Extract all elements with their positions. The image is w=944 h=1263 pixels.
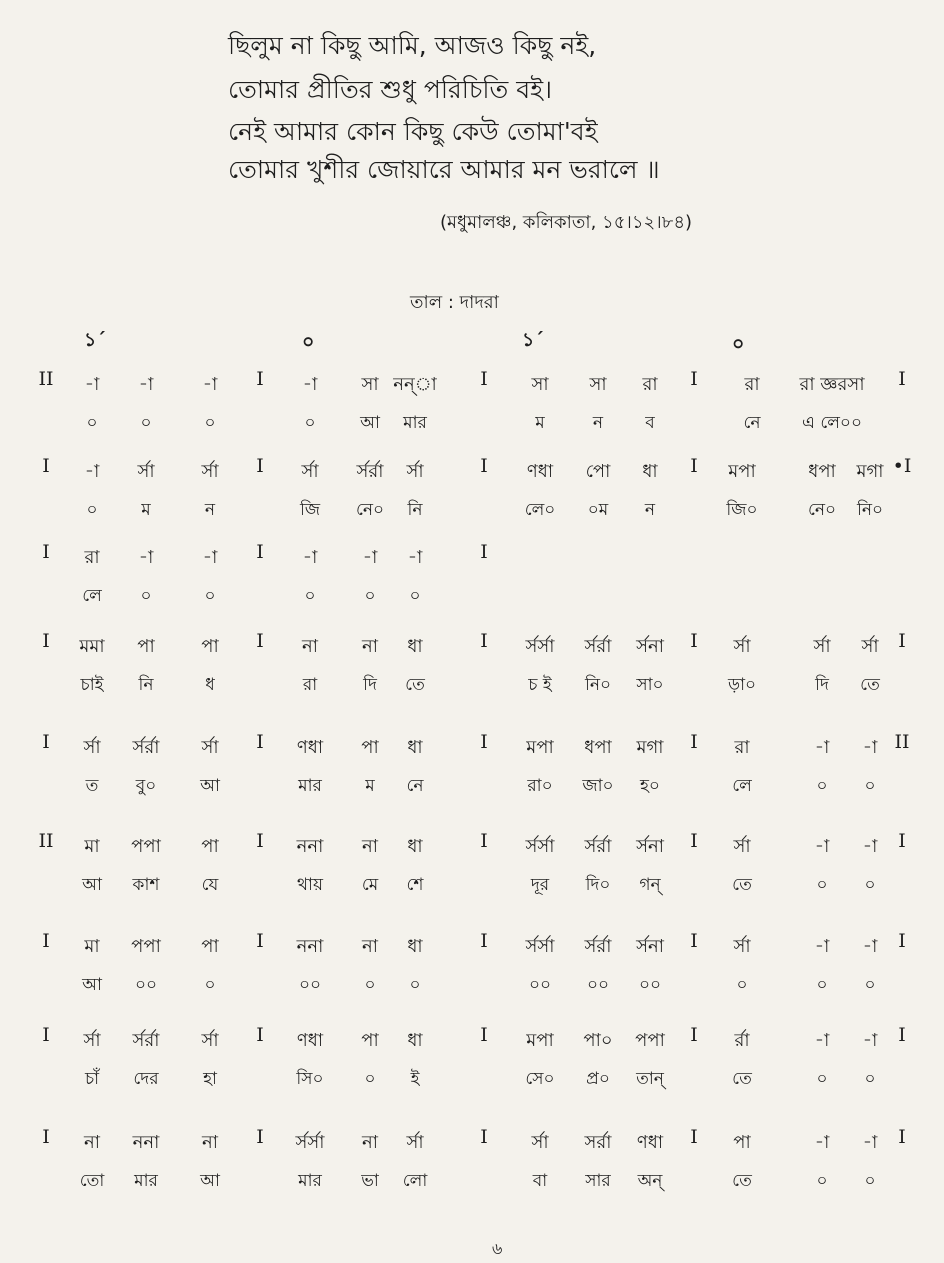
swara-note: র্সর্সা	[525, 936, 555, 957]
lyric-syllable: ০	[304, 586, 316, 606]
lyric-syllable: শে	[406, 875, 424, 895]
swara-note: র্সর্সা	[295, 1132, 325, 1153]
bar-line: I	[256, 368, 264, 390]
swara-note: র্সনা	[636, 636, 664, 657]
lyric-syllable: সি০	[296, 1069, 324, 1089]
swara-note: -া	[302, 547, 318, 568]
bar-line: I	[480, 541, 488, 563]
bar-line: I	[256, 1024, 264, 1046]
lyric-syllable: নি০	[584, 675, 612, 695]
lyric-syllable: ০	[816, 776, 828, 796]
swara-note: র্সর্রা	[584, 836, 612, 857]
lyric-syllable: নি	[138, 675, 154, 695]
lyric-syllable: নে০	[355, 500, 385, 520]
bar-line: I	[480, 930, 488, 952]
swara-note: র্সা	[201, 461, 219, 482]
bar-line: I	[480, 1126, 488, 1148]
lyric-syllable: তান্	[636, 1069, 664, 1089]
swara-note: -া	[84, 461, 100, 482]
lyric-line-3: নেই আমার কোন কিছু কেউ তোমা'বই	[228, 117, 598, 146]
lyric-syllable: চ ই	[528, 675, 552, 695]
lyric-syllable: নি০	[856, 500, 884, 520]
lyric-syllable: থায়	[297, 875, 323, 895]
bar-line: I	[898, 930, 906, 952]
lyric-syllable: তে	[405, 675, 425, 695]
lyric-syllable: ড়া০	[727, 675, 757, 695]
lyric-syllable: ০	[864, 875, 876, 895]
lyric-syllable: ভা	[361, 1171, 379, 1191]
lyric-syllable: ম	[535, 413, 545, 433]
bar-line: I	[42, 731, 50, 753]
bar-line: I	[690, 731, 698, 753]
swara-note: না	[84, 1132, 100, 1153]
lyric-syllable: ০	[364, 586, 376, 606]
swara-note: পা	[201, 936, 219, 957]
lyric-syllable: ০	[364, 975, 376, 995]
lyric-syllable: ০	[140, 586, 152, 606]
page-mark: ৬	[492, 1239, 503, 1258]
swara-note: না	[302, 636, 318, 657]
swara-note: র্সা	[406, 1132, 424, 1153]
lyric-syllable: ০	[204, 586, 216, 606]
lyric-syllable: ০	[204, 413, 216, 433]
swara-note: রা	[84, 547, 100, 568]
bar-line: I	[690, 630, 698, 652]
lyric-syllable: দূর	[530, 875, 550, 895]
swara-note: -া	[862, 1132, 878, 1153]
swara-note: রা	[734, 737, 750, 758]
bar-line: I	[42, 1126, 50, 1148]
swara-note: র্সা	[137, 461, 155, 482]
swara-note: র্সর্রা	[584, 936, 612, 957]
lyric-syllable: ০	[86, 413, 98, 433]
swara-note: ননা	[296, 836, 324, 857]
swara-note: সা	[531, 374, 549, 395]
bar-line: I	[690, 1024, 698, 1046]
bar-line: II	[38, 830, 54, 852]
swara-note: -া	[814, 1030, 830, 1051]
lyric-syllable: ০	[364, 1069, 376, 1089]
swara-note: মপা	[728, 461, 756, 482]
swara-note: -া	[862, 737, 878, 758]
lyric-syllable: ০	[864, 1069, 876, 1089]
swara-note: না	[362, 1132, 378, 1153]
swara-note: র্সা	[813, 636, 831, 657]
lyric-syllable: আ	[82, 975, 102, 995]
lyric-syllable: হা	[203, 1069, 217, 1089]
swara-note: -া	[138, 547, 154, 568]
bar-line: I	[480, 830, 488, 852]
lyric-syllable: তে	[732, 1171, 752, 1191]
bar-line: I	[898, 368, 906, 390]
lyric-syllable: ম	[365, 776, 375, 796]
swara-note: ণধা	[296, 1030, 324, 1051]
swara-note: র্সনা	[636, 836, 664, 857]
swara-note: র্সা	[83, 737, 101, 758]
lyric-syllable: ০০	[586, 975, 610, 995]
bar-line: I	[898, 1126, 906, 1148]
lyric-syllable: আ	[360, 413, 380, 433]
lyric-syllable: সা০	[636, 675, 664, 695]
lyric-syllable: ০০	[528, 975, 552, 995]
bar-line: I	[256, 930, 264, 952]
swara-note: র্সর্রা	[584, 636, 612, 657]
swara-note: মপা	[526, 737, 554, 758]
bar-line: I	[690, 455, 698, 477]
swara-note: ধা	[407, 936, 423, 957]
bar-line: I	[480, 368, 488, 390]
lyric-syllable: ই	[410, 1069, 420, 1089]
beat-mark-3: ১´	[522, 329, 544, 351]
lyric-syllable: দি	[363, 675, 377, 695]
bar-line: I	[256, 455, 264, 477]
lyric-syllable: প্র০	[586, 1069, 610, 1089]
lyric-syllable: নে	[406, 776, 424, 796]
bar-line: I	[690, 368, 698, 390]
swara-note: র্সা	[201, 737, 219, 758]
bar-line: I	[42, 541, 50, 563]
bar-line: II	[38, 368, 54, 390]
lyric-syllable: লো	[402, 1171, 428, 1191]
bar-line: •I	[892, 455, 912, 477]
lyric-syllable: জি	[299, 500, 321, 520]
swara-note: নন্া	[393, 374, 437, 395]
bar-line: I	[256, 541, 264, 563]
swara-note: মা	[84, 836, 100, 857]
lyric-syllable: গন্	[639, 875, 661, 895]
lyric-syllable: ০০	[134, 975, 158, 995]
swara-note: মা	[84, 936, 100, 957]
swara-note: ধা	[407, 737, 423, 758]
swara-note: পপা	[635, 1030, 665, 1051]
lyric-syllable: মার	[134, 1171, 158, 1191]
swara-note: ধা	[407, 1030, 423, 1051]
swara-note: ননা	[296, 936, 324, 957]
bar-line: I	[898, 830, 906, 852]
bar-line: I	[898, 630, 906, 652]
lyric-syllable: ত	[85, 776, 99, 796]
bar-line: I	[256, 731, 264, 753]
swara-note: মগা	[636, 737, 664, 758]
swara-note: র্রা	[734, 1030, 750, 1051]
lyric-syllable: লে	[82, 586, 102, 606]
swara-note: -া	[814, 936, 830, 957]
swara-note: ধা	[407, 636, 423, 657]
lyric-syllable: আ	[200, 776, 220, 796]
lyric-syllable: তে	[860, 675, 880, 695]
swara-note: সর্রা	[584, 1132, 612, 1153]
swara-note: রা জ্ঞরসা	[799, 374, 865, 395]
swara-note: পপা	[131, 836, 161, 857]
bar-line: I	[256, 830, 264, 852]
lyric-syllable: লে০	[524, 500, 556, 520]
bar-line: I	[480, 1024, 488, 1046]
swara-note: সা	[589, 374, 607, 395]
swara-note: -া	[814, 836, 830, 857]
lyric-syllable: হ০	[640, 776, 660, 796]
swara-note: র্সনা	[636, 936, 664, 957]
lyric-syllable: দি০	[585, 875, 611, 895]
lyric-syllable: ০	[86, 500, 98, 520]
swara-note: ধা	[407, 836, 423, 857]
swara-note: -া	[302, 374, 318, 395]
lyric-syllable: আ	[200, 1171, 220, 1191]
swara-note: -া	[814, 737, 830, 758]
lyric-syllable: ০	[816, 875, 828, 895]
lyric-syllable: ০	[736, 975, 748, 995]
lyric-line-1: ছিলুম না কিছু আমি, আজও কিছু নই,	[228, 31, 597, 60]
swara-note: পা	[361, 737, 379, 758]
lyric-syllable: চাই	[80, 675, 104, 695]
swara-note: -া	[814, 1132, 830, 1153]
swara-note: র্সা	[531, 1132, 549, 1153]
swara-note: রা	[642, 374, 658, 395]
swara-note: পপা	[131, 936, 161, 957]
lyric-syllable: লে	[732, 776, 752, 796]
swara-note: -া	[862, 936, 878, 957]
lyric-syllable: ০০	[638, 975, 662, 995]
swara-note: র্সর্রা	[132, 737, 160, 758]
lyric-syllable: ০	[816, 1171, 828, 1191]
tala-heading: তাল : দাদরা	[410, 292, 499, 313]
lyric-syllable: মে	[361, 875, 379, 895]
lyric-syllable: ০	[816, 975, 828, 995]
bar-line: I	[256, 1126, 264, 1148]
lyric-syllable: আ	[82, 875, 102, 895]
swara-note: ণধা	[526, 461, 554, 482]
swara-note: র্সর্সা	[525, 836, 555, 857]
lyric-syllable: রা	[302, 675, 318, 695]
lyric-syllable: চাঁ	[84, 1069, 100, 1089]
bar-line: I	[42, 630, 50, 652]
swara-note: র্সা	[301, 461, 319, 482]
source-citation: (মধুমালঞ্চ, কলিকাতা, ১৫।১২।৮৪)	[440, 212, 693, 233]
lyric-syllable: অন্	[637, 1171, 663, 1191]
beat-mark-2: ০	[302, 331, 315, 353]
beat-mark-4: ০	[732, 333, 745, 355]
swara-note: পা	[733, 1132, 751, 1153]
swara-note: পা	[201, 636, 219, 657]
bar-line: I	[898, 1024, 906, 1046]
lyric-line-4: তোমার খুশীর জোয়ারে আমার মন ভরালে ॥	[228, 155, 660, 184]
lyric-syllable: ন	[644, 500, 656, 520]
swara-note: না	[202, 1132, 218, 1153]
swara-note: -া	[407, 547, 423, 568]
lyric-syllable: ০	[204, 975, 216, 995]
lyric-syllable: ম	[141, 500, 151, 520]
swara-note: র্সা	[733, 936, 751, 957]
swara-note: ধপা	[808, 461, 836, 482]
swara-note: ননা	[132, 1132, 160, 1153]
lyric-syllable: সার	[585, 1171, 611, 1191]
lyric-syllable: মার	[298, 1171, 322, 1191]
beat-mark-1: ১´	[84, 329, 106, 351]
swara-note: সা	[361, 374, 379, 395]
lyric-syllable: রা০	[527, 776, 553, 796]
swara-note: -া	[202, 374, 218, 395]
swara-note: পা	[137, 636, 155, 657]
swara-note: না	[362, 836, 378, 857]
lyric-syllable: ০	[304, 413, 316, 433]
lyric-syllable: ০ম	[587, 500, 609, 520]
swara-note: র্সর্রা	[132, 1030, 160, 1051]
bar-line: I	[256, 630, 264, 652]
swara-note: ধপা	[584, 737, 612, 758]
swara-note: মমা	[79, 636, 105, 657]
lyric-syllable: কাশ	[132, 875, 160, 895]
swara-note: ণধা	[636, 1132, 664, 1153]
lyric-syllable: মার	[298, 776, 322, 796]
swara-note: -া	[138, 374, 154, 395]
bar-line: II	[894, 731, 910, 753]
lyric-syllable: নি	[407, 500, 423, 520]
bar-line: I	[480, 630, 488, 652]
swara-note: র্সা	[201, 1030, 219, 1051]
lyric-syllable: ০	[864, 776, 876, 796]
swara-note: -া	[862, 836, 878, 857]
swara-note: রা	[744, 374, 760, 395]
bar-line: I	[690, 1126, 698, 1148]
lyric-syllable: ন	[204, 500, 216, 520]
lyric-line-2: তোমার প্রীতির শুধু পরিচিতি বই।	[228, 75, 553, 104]
lyric-syllable: ধ	[205, 675, 215, 695]
swara-note: ধা	[642, 461, 658, 482]
lyric-syllable: ০	[409, 975, 421, 995]
lyric-syllable: এ লে০০	[801, 413, 863, 433]
swara-note: র্সা	[406, 461, 424, 482]
lyric-syllable: ০	[864, 1171, 876, 1191]
lyric-syllable: ০	[816, 1069, 828, 1089]
swara-note: মগা	[856, 461, 884, 482]
swara-note: না	[362, 636, 378, 657]
lyric-syllable: ০	[140, 413, 152, 433]
lyric-syllable: জা০	[582, 776, 614, 796]
lyric-syllable: দি	[815, 675, 829, 695]
swara-note: মপা	[526, 1030, 554, 1051]
swara-note: পা	[201, 836, 219, 857]
lyric-syllable: সে০	[525, 1069, 555, 1089]
lyric-syllable: নে০	[807, 500, 837, 520]
swara-note: -া	[202, 547, 218, 568]
swara-note: -া	[862, 1030, 878, 1051]
lyric-syllable: বা	[532, 1171, 548, 1191]
lyric-syllable: যে	[201, 875, 219, 895]
swara-note: র্সা	[733, 836, 751, 857]
lyric-syllable: বু০	[135, 776, 157, 796]
bar-line: I	[42, 455, 50, 477]
swara-note: র্সা	[861, 636, 879, 657]
lyric-syllable: ০০	[298, 975, 322, 995]
bar-line: I	[42, 930, 50, 952]
swara-note: র্সা	[83, 1030, 101, 1051]
swara-note: র্সর্রা	[356, 461, 384, 482]
swara-note: র্সর্সা	[525, 636, 555, 657]
swara-note: -া	[84, 374, 100, 395]
bar-line: I	[690, 830, 698, 852]
lyric-syllable: ব	[645, 413, 655, 433]
lyric-syllable: মার	[403, 413, 427, 433]
lyric-syllable: দের	[133, 1069, 159, 1089]
swara-note: র্সা	[733, 636, 751, 657]
lyric-syllable: তে	[732, 875, 752, 895]
bar-line: I	[690, 930, 698, 952]
lyric-syllable: তে	[732, 1069, 752, 1089]
swara-note: ণধা	[296, 737, 324, 758]
lyric-syllable: ন	[592, 413, 604, 433]
swara-note: না	[362, 936, 378, 957]
lyric-syllable: জি০	[726, 500, 758, 520]
lyric-syllable: ০	[409, 586, 421, 606]
bar-line: I	[42, 1024, 50, 1046]
swara-note: পো	[585, 461, 611, 482]
lyric-syllable: নে	[743, 413, 761, 433]
lyric-syllable: তো	[79, 1171, 105, 1191]
swara-note: -া	[362, 547, 378, 568]
bar-line: I	[480, 731, 488, 753]
bar-line: I	[480, 455, 488, 477]
swara-note: পা	[361, 1030, 379, 1051]
swara-note: পা০	[583, 1030, 613, 1051]
lyric-syllable: ০	[864, 975, 876, 995]
